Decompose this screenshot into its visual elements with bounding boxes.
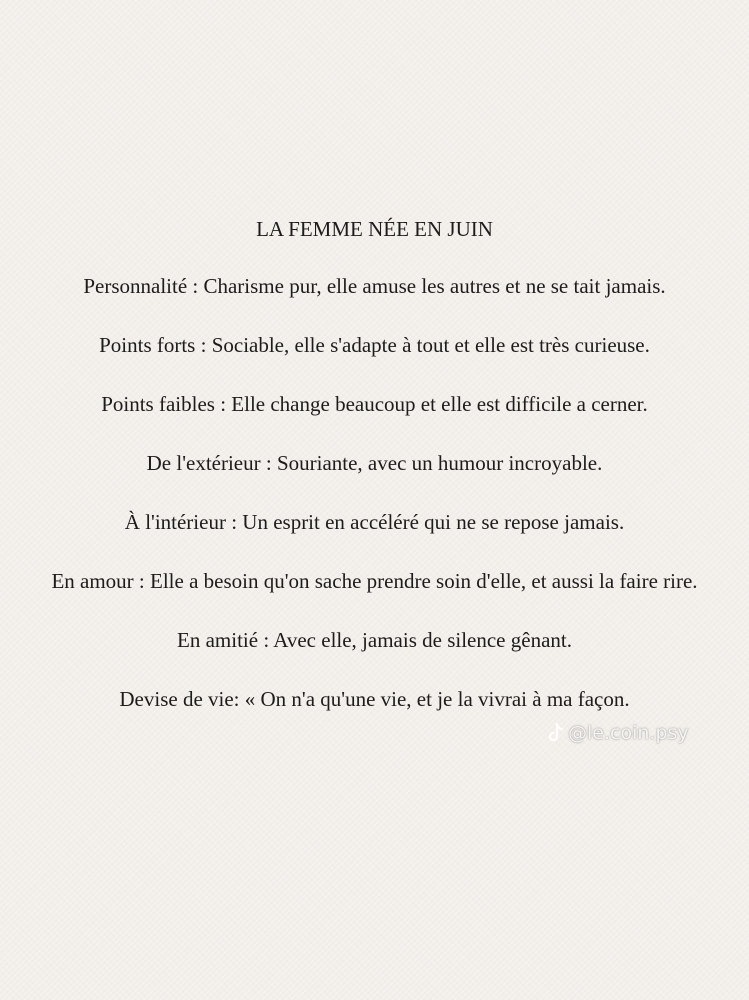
paragraph-amour: En amour : Elle a besoin qu'on sache prendre soin d'elle, et aussi la faire rire. [51,569,698,593]
tiktok-icon [548,723,564,743]
paragraph-exterieur: De l'extérieur : Souriante, avec un humour incroyable. [146,451,603,475]
watermark-handle: @le.coin.psy [568,722,689,744]
paragraph-points-forts: Points forts : Sociable, elle s'adapte à tout et elle est très curieuse. [99,333,650,357]
paragraph-devise: Devise de vie: « On n'a qu'une vie, et je la vivrai à ma façon. [119,687,630,711]
document-body [30,214,719,743]
paragraph-points-faibles: Points faibles : Elle change beaucoup et elle est difficile a cerner. [101,392,648,416]
document-title: LA FEMME NÉE EN JUIN [256,217,493,241]
paragraph-interieur: À l'intérieur : Un esprit en accéléré qui ne se repose jamais. [124,510,625,534]
paragraph-amitie: En amitié : Avec elle, jamais de silence gênant. [177,628,572,652]
paragraph-personnalite: Personnalité : Charisme pur, elle amuse les autres et ne se tait jamais. [83,274,666,298]
watermark [548,722,689,744]
